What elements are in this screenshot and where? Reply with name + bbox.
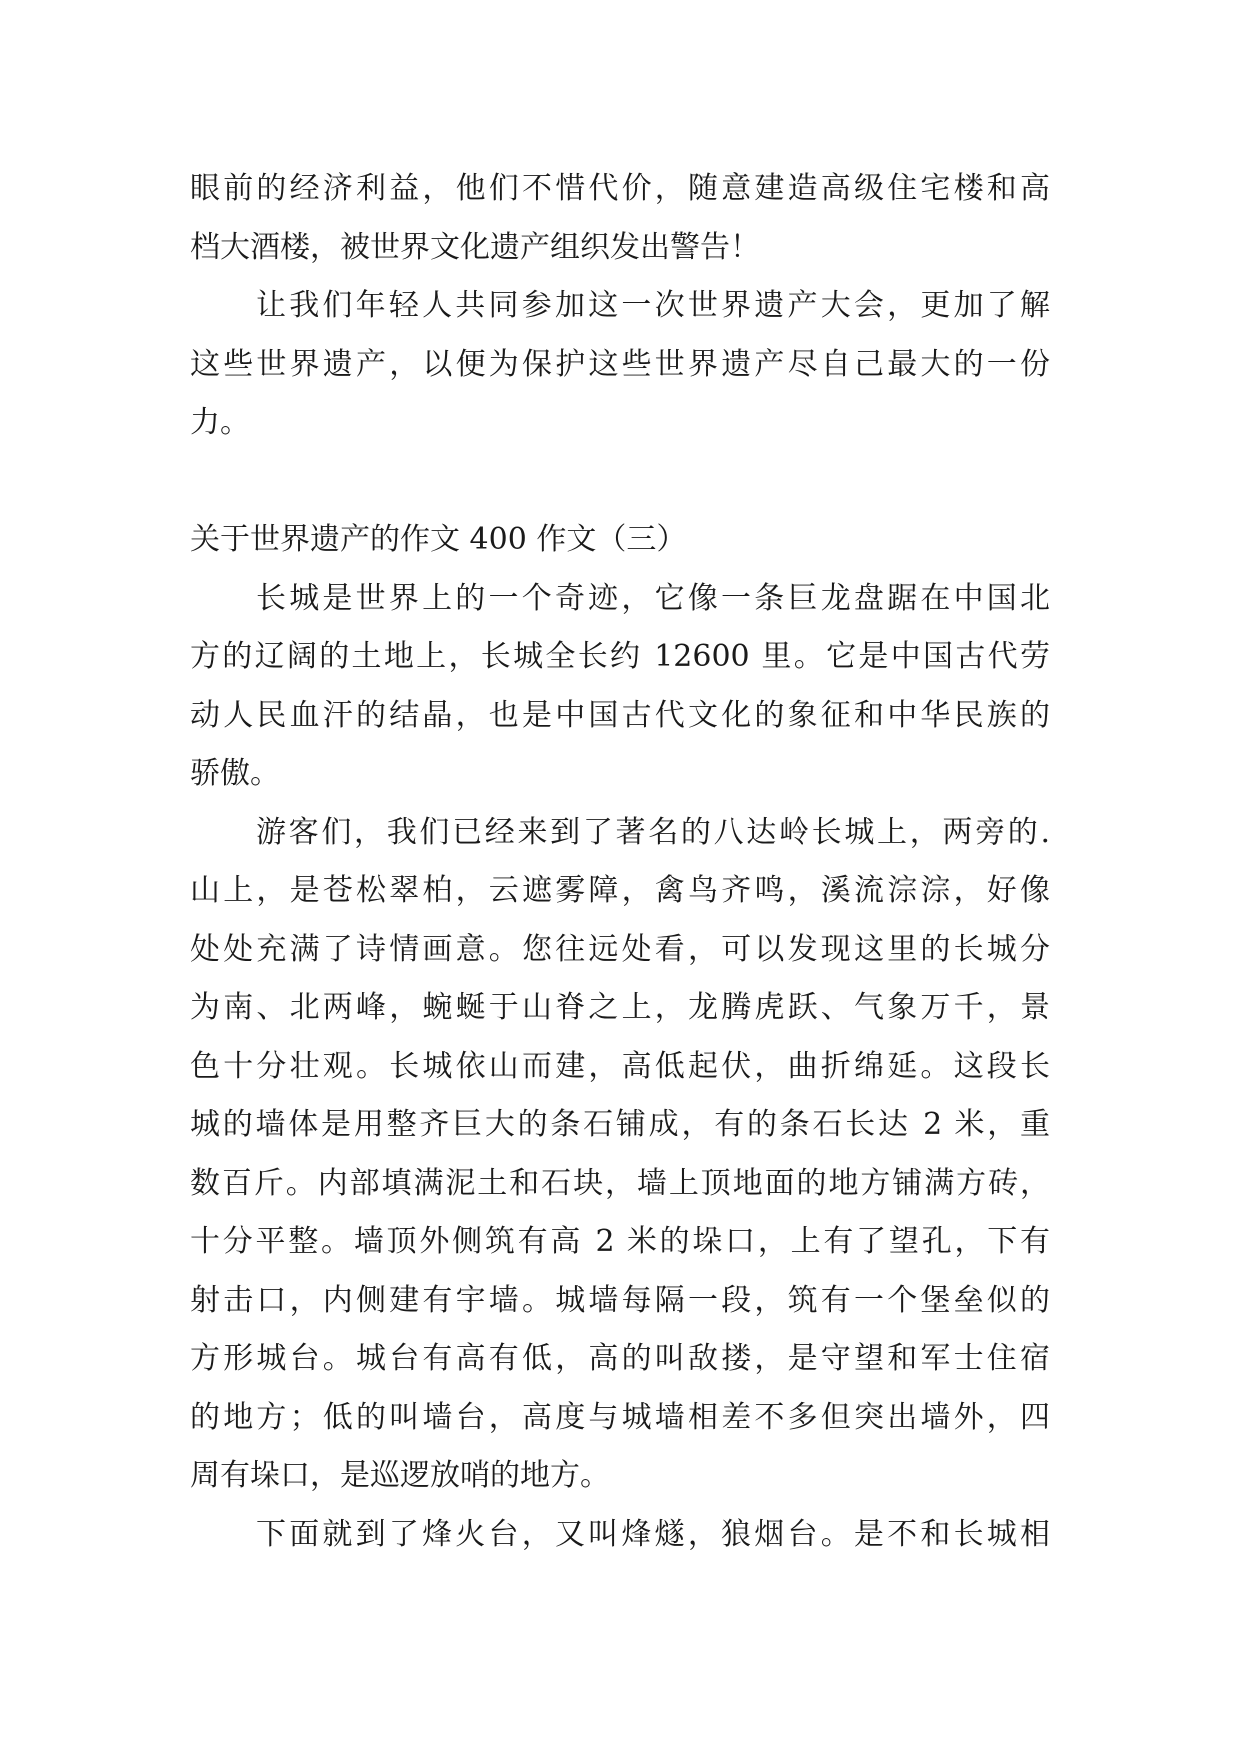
section-heading: [190, 511, 1050, 570]
paragraph: [190, 160, 1050, 277]
text-line: 处处充满了诗情画意。您往远处看，可以发现这里的长城分: [190, 931, 1050, 967]
paragraph: [190, 1506, 1050, 1565]
text-line: 档大酒楼，被世界文化遗产组织发出警告！: [190, 229, 760, 265]
text-line: 数百斤。内部填满泥土和石块，墙上顶地面的地方铺满方砖，: [190, 1165, 1050, 1201]
text-line: 的地方；低的叫墙台，高度与城墙相差不多但突出墙外，四: [190, 1399, 1050, 1435]
text-line: 山上，是苍松翠柏，云遮雾障，禽鸟齐鸣，溪流淙淙，好像: [190, 873, 1050, 908]
text-line: 动人民血汗的结晶，也是中国古代文化的象征和中华民族的: [190, 697, 1050, 733]
text-line: 下面就到了烽火台，又叫烽燧，狼烟台。是不和长城相: [256, 1516, 1050, 1552]
text-line: 游客们，我们已经来到了著名的八达岭长城上，两旁的.: [256, 814, 1050, 850]
text-line: 十分平整。墙顶外侧筑有高 2 米的垛口，上有了望孔，下有: [190, 1224, 1050, 1259]
document-page: [190, 160, 1050, 1564]
text-line: 力。: [190, 405, 250, 440]
text-line: 城的墙体是用整齐巨大的条石铺成，有的条石长达 2 米，重: [190, 1107, 1050, 1142]
text-line: 让我们年轻人共同参加这一次世界遗产大会，更加了解: [256, 288, 1050, 323]
heading-text: 关于世界遗产的作文 400 作文（三）: [190, 522, 687, 557]
text-line: 方的辽阔的土地上，长城全长约 12600 里。它是中国古代劳: [190, 639, 1050, 674]
text-line: 色十分壮观。长城依山而建，高低起伏，曲折绵延。这段长: [190, 1048, 1050, 1084]
text-line: 眼前的经济利益，他们不惜代价，随意建造高级住宅楼和高: [190, 171, 1050, 206]
paragraph: [190, 570, 1050, 804]
text-line: 为南、北两峰，蜿蜒于山脊之上，龙腾虎跃、气象万千，景: [190, 990, 1050, 1025]
text-line: 这些世界遗产，以便为保护这些世界遗产尽自己最大的一份: [190, 346, 1050, 382]
text-line: 方形城台。城台有高有低，高的叫敌搂，是守望和军士住宿: [190, 1341, 1050, 1376]
text-line: 骄傲。: [190, 756, 280, 791]
text-line: 射击口，内侧建有宇墙。城墙每隔一段，筑有一个堡垒似的: [190, 1282, 1050, 1318]
blank-line: [190, 453, 1050, 512]
paragraph: [190, 277, 1050, 453]
text-line: 周有垛口，是巡逻放哨的地方。: [190, 1458, 610, 1493]
paragraph: [190, 804, 1050, 1506]
text-line: 长城是世界上的一个奇迹，它像一条巨龙盘踞在中国北: [256, 580, 1050, 616]
